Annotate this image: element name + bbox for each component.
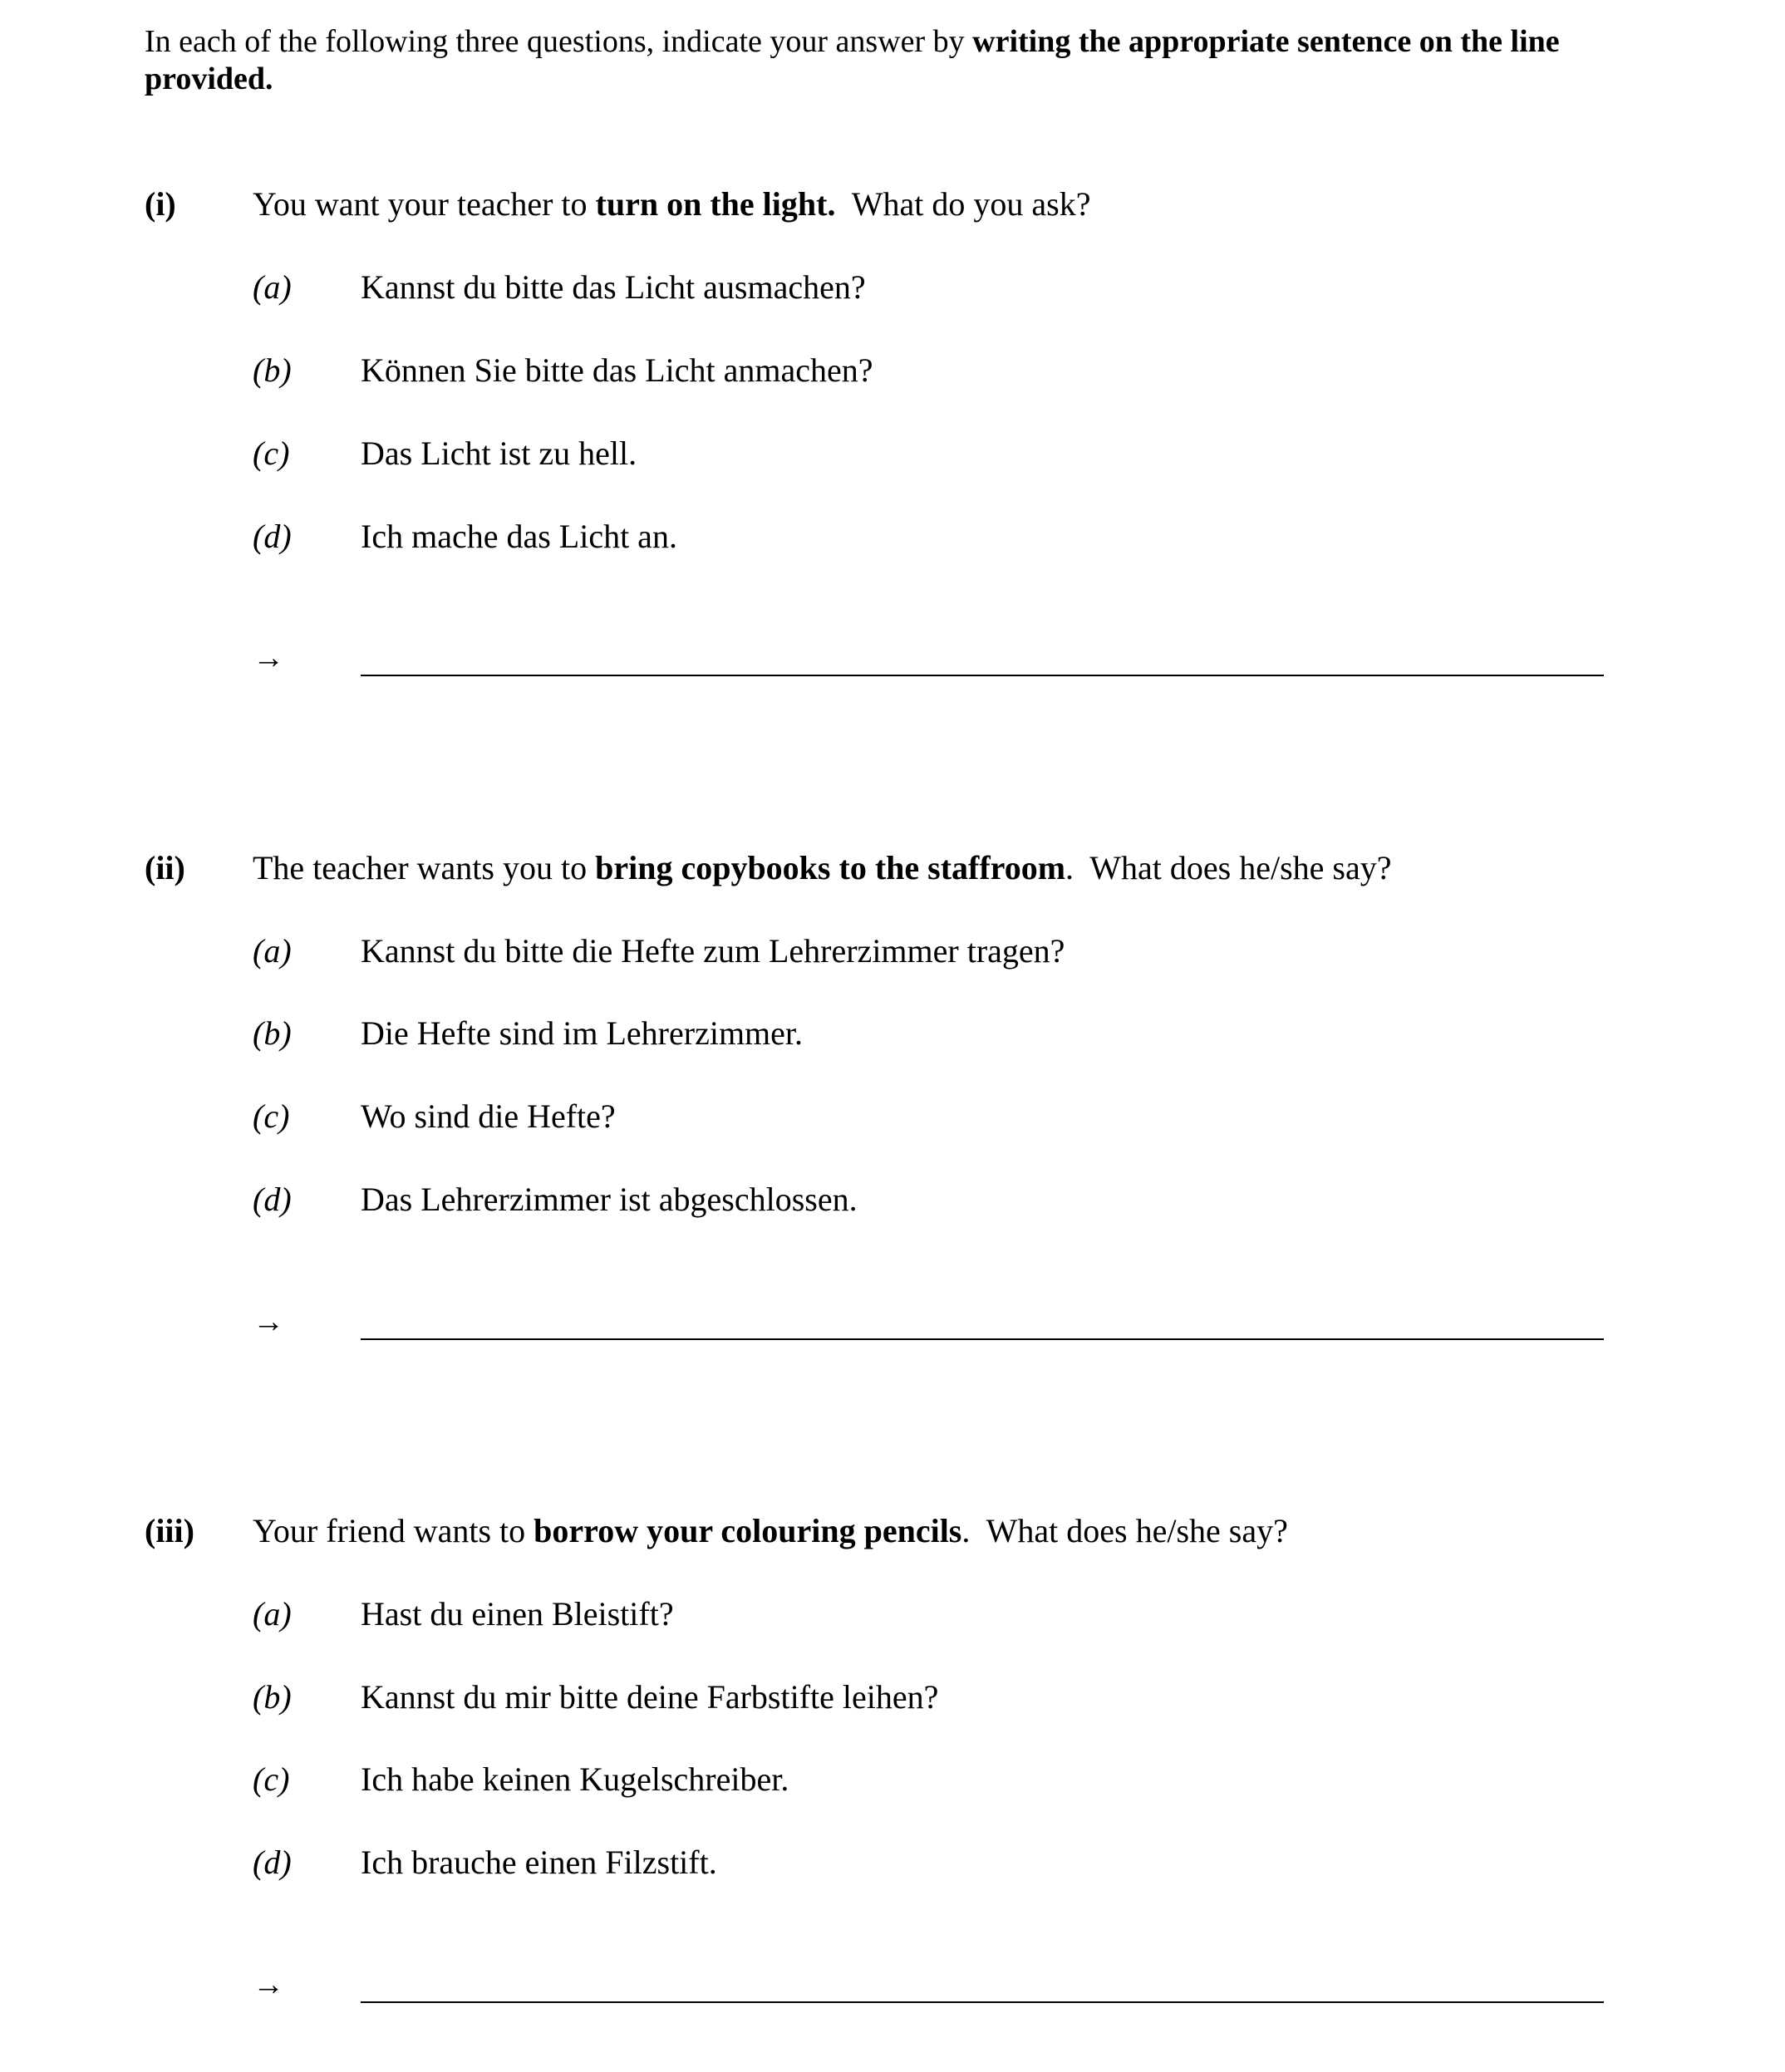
question-prompt <box>253 184 1090 224</box>
arrow-icon: → <box>253 1967 284 2002</box>
option-letter: (c) <box>253 1760 290 1798</box>
option-d <box>0 1180 1785 1221</box>
option-letter: (a) <box>253 932 292 970</box>
prompt-text: You want your teacher to <box>253 185 596 223</box>
option-letter: (c) <box>253 1097 290 1135</box>
prompt-text: The teacher wants you to <box>253 849 596 886</box>
option-c <box>0 1760 1785 1801</box>
option-text: Können Sie bitte das Licht anmachen? <box>361 351 873 389</box>
option-d <box>0 517 1785 558</box>
option-d <box>0 1843 1785 1884</box>
question-number: (i) <box>145 185 176 223</box>
instructions <box>145 23 1674 98</box>
question-number: (iii) <box>145 1512 194 1549</box>
option-letter: (a) <box>253 268 292 306</box>
prompt-text-after: What do you ask? <box>835 185 1091 223</box>
option-b <box>0 1014 1785 1055</box>
arrow-icon: → <box>253 1304 284 1339</box>
option-text: Ich mache das Licht an. <box>361 518 677 555</box>
option-a <box>0 268 1785 309</box>
option-text: Kannst du bitte die Hefte zum Lehrerzimmer tragen? <box>361 932 1065 970</box>
option-text: Kannst du mir bitte deine Farbstifte leihen? <box>361 1678 939 1716</box>
instructions-bold-text: writing the appropriate sentence on the line provided. <box>145 24 1560 96</box>
option-text: Hast du einen Bleistift? <box>361 1595 674 1633</box>
option-a <box>0 1594 1785 1636</box>
option-text: Wo sind die Hefte? <box>361 1097 616 1135</box>
option-text: Ich habe keinen Kugelschreiber. <box>361 1760 789 1798</box>
option-b <box>0 351 1785 392</box>
arrow-icon: → <box>253 641 284 675</box>
question-prompt <box>253 1511 1288 1551</box>
answer-line[interactable] <box>361 675 1604 676</box>
option-text: Das Licht ist zu hell. <box>361 435 637 472</box>
prompt-bold-text: borrow your colouring pencils <box>534 1512 962 1549</box>
prompt-text-after: . What does he/she say? <box>961 1512 1288 1549</box>
option-text: Das Lehrerzimmer ist abgeschlossen. <box>361 1181 858 1218</box>
option-letter: (c) <box>253 435 290 472</box>
answer-line[interactable] <box>361 1338 1604 1340</box>
instructions-text: In each of the following three questions, indicate your answer by <box>145 24 973 59</box>
option-c <box>0 1097 1785 1138</box>
option-a <box>0 931 1785 973</box>
option-letter: (b) <box>253 351 292 389</box>
option-letter: (d) <box>253 518 292 555</box>
option-letter: (d) <box>253 1844 292 1881</box>
option-c <box>0 434 1785 475</box>
answer-line[interactable] <box>361 2001 1604 2003</box>
option-letter: (a) <box>253 1595 292 1633</box>
prompt-text-after: . What does he/she say? <box>1065 849 1392 886</box>
question-prompt <box>253 848 1392 888</box>
option-b <box>0 1677 1785 1719</box>
prompt-bold-text: bring copybooks to the staffroom <box>595 849 1066 886</box>
question-number: (ii) <box>145 849 185 886</box>
prompt-text: Your friend wants to <box>253 1512 534 1549</box>
option-letter: (b) <box>253 1678 292 1716</box>
option-text: Die Hefte sind im Lehrerzimmer. <box>361 1014 804 1052</box>
option-text: Kannst du bitte das Licht ausmachen? <box>361 268 866 306</box>
option-letter: (d) <box>253 1181 292 1218</box>
option-letter: (b) <box>253 1014 292 1052</box>
option-text: Ich brauche einen Filzstift. <box>361 1844 717 1881</box>
prompt-bold-text: turn on the light. <box>595 185 836 223</box>
